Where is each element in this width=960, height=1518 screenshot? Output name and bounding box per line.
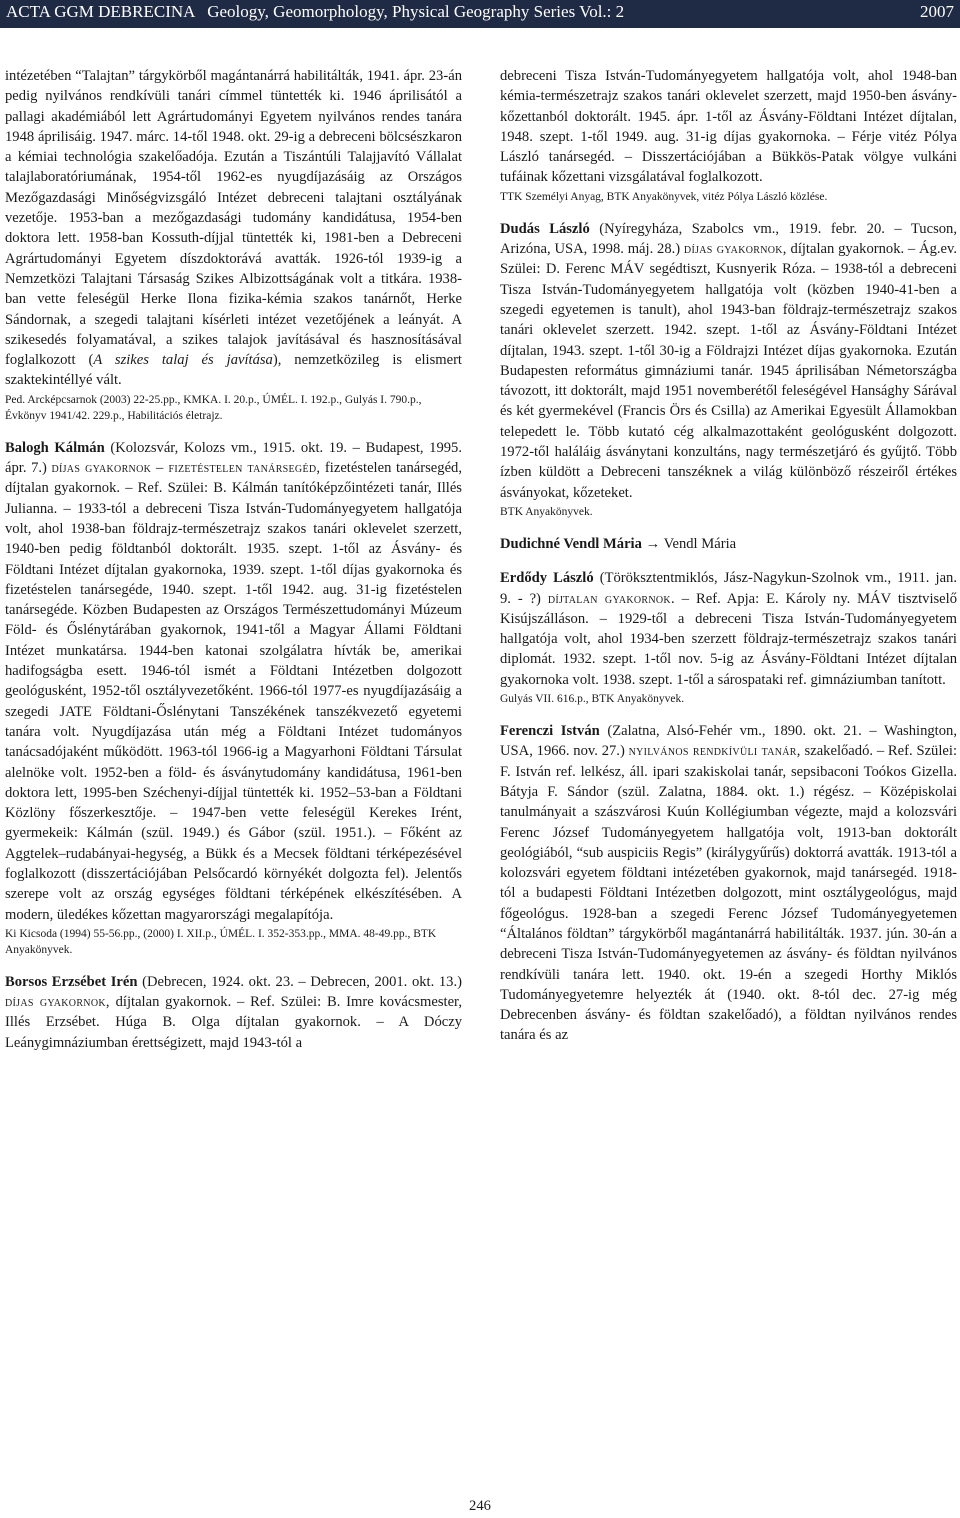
journal-header bbox=[0, 0, 960, 28]
entry-role: díjas gyakornok, bbox=[683, 241, 787, 258]
entry-erdody bbox=[500, 568, 957, 690]
entry-dates: (Töröksztentmiklós, Jász-Nagykun-Szolnok vm., 1911. jan. 9. - ?) bbox=[500, 570, 957, 607]
entry-dates: (Nyíregyháza, Szabolcs vm., 1919. febr. 20. – Tucson, Arizóna, USA, 1998. máj. 28.) bbox=[500, 220, 957, 258]
entry-role: díjas gyakornok, bbox=[5, 994, 110, 1011]
entry-text: ), nemzetközileg is elismert szaktekintéllyé vált. bbox=[5, 352, 462, 389]
entry-name: Borsos Erzsébet Irén bbox=[5, 973, 138, 990]
entry-text: szakelőadó. – Ref. Szülei: F. István ref. lelkész, áll. ipari szakiskolai tanár, sepsibaconi Toókos Gizella. Bátyja F. Sándor (szül. Zalatna, 1884. okt. 1.) régész. – Középiskolai tanulmányait a szászvárosi Kuún Kollégiumban végezte, majd a kolozsvári Ferenc József Tudományegyetem hallgatója volt, 1913-ban doktorált geológiából, “sub auspiciis Regis” (királygyűrűs) doktorrá avatták. 1913-tól a kolozsvári egyetem földtani intézetében gyakornok, majd tanársegéd. 1918-tól a budapesti Földtani Intézetben dolgozott, mint osztálygeológus, majd főgeológus. 1928-ban a szegedi Ferenc József Tudományegyetemen “Általános földtan” tárgykörből magántanárrá habilitálták. 1937. jún. 30-án a debreceni Tisza István-Tudományegyetemen az ásvány- és földtan nyilvános rendkívüli tanára lett. 1940. okt. 19-én a szegedi Horthy Miklós Tudományegyetemre helyezték át (1940. okt. 8-tól dec. 27-ig még Debrecenben ásvány- és földtan szakelőadó), a földtan nyilvános rendes tanára és az bbox=[500, 743, 957, 1044]
entry-dates: (Debrecen, 1924. okt. 23. – Debrecen, 2001. okt. 13.) bbox=[137, 973, 462, 990]
entry-role: nyilvános rendkívüli tanár, bbox=[628, 743, 801, 760]
entry-name: Dudichné Vendl Mária bbox=[500, 535, 642, 552]
cross-reference-target: Vendl Mária bbox=[663, 535, 737, 552]
journal-year: 2007 bbox=[920, 2, 954, 21]
left-column bbox=[5, 66, 462, 1053]
entry-source: Gulyás VII. 616.p., BTK Anyakönyvek. bbox=[500, 693, 685, 706]
entry-name: Balogh Kálmán bbox=[5, 439, 105, 456]
entry-text: intézetében “Talajtan” tárgykörből magántanárrá habilitálták, 1941. ápr. 23-án pedig nyilvános rendkívüli tanári címmel tüntették ki. 1946 áprilisától a pallagi akadémiából lett Agrártudományi Egyetem nyilvános rendes tanára 1948 áprilisáig. 1947. márc. 14-től 1948. okt. 29-ig a debreceni bölcsészkaron a kémiai technológia szakelőadója. Ezután a Tiszántúli Talajjavító Vállalat talajlaboratóriumának, 1954-től 1962-es nyugdíjazásáig az Országos Mezőgazdasági Minőségvizsgáló Intézet debreceni talajtani osztályának vezetője. 1953-ban a mezőgazdasági tudomány kandidátusa, 1954-ben doktora lett. 1958-ban Kossuth-díjjal tüntették ki, 1981-ben a Debreceni Agrártudományi Egyetem díszdoktorává avatták. 1926-tól 1939-ig a Nemzetközi Talajtani Társaság Szikes Albizottságának volt a titkára. 1938-ban vette feleségül Herke Ilona fizika-kémia szakos tanárnőt, Herke Sándornak, a szegedi talajtani kísérleti intézet vezetőjének a leányát. A szikesedés folyamatával, a szikes talajok javításával és hasznosításával foglalkozott ( bbox=[5, 68, 462, 369]
entry-source: BTK Anyakönyvek. bbox=[500, 505, 593, 518]
right-column bbox=[500, 66, 957, 1046]
entry-borsos bbox=[5, 972, 462, 1053]
entry-continuation: debreceni Tisza István-Tudományegyetem hallgatója volt, ahol 1948-ban kémia-természetrajz szakos tanári oklevelet szerzett, majd 1950-ben ásvány-kőzettanból doktorált. 1945. ápr. 1-től az Ásvány-Földtani Intézet díjtalan, 1948. szept. 1-től 1949. aug. 31-ig díjas gyakornoka. – Férje vitéz Pólya László tanársegéd. – Disszertációjában a Bükkös-Patak völgye vulkáni tufáinak kőzettani vizsgálatával foglalkozott. bbox=[500, 68, 957, 186]
entry-role: díjtalan gyakornok. bbox=[547, 590, 675, 607]
entry-source: Ped. Arcképcsarnok (2003) 22-25.pp., KMKA. I. 20.p., ÚMÉL. I. 192.p., Gulyás I. 790.p., Évkönyv 1941/42. 229.p., Habilitációs életrajz. bbox=[5, 393, 422, 422]
entry-source: TTK Személyi Anyag, BTK Anyakönyvek, vitéz Pólya László közlése. bbox=[500, 190, 828, 203]
page-number: 246 bbox=[469, 1498, 491, 1514]
entry-text: díjtalan gyakornok. – Ág.ev. Szülei: D. Ferenc MÁV segédtiszt, Kusnyerik Róza. – 1938-tól a debreceni Tisza István-Tudományegyetem hallgatója volt (közben 1940-41-ben a szegedi egyetemen is tanult), ahol 1943-ban földrajz-természetrajz szakos tanári oklevelet szerzett. 1942. szept. 1-től az Ásvány-Földtani Intézet díjtalan, 1943. szept. 1-től 30-ig a Földrajzi Intézet díjas gyakornoka. Ezután Budapesten református gimnáziumi tanár. 1945 áprilisában Németországba távozott, itt doktorált, majd 1951 novemberétől feleségével Hansághy Sárával és két gyermekével (Francis Örs és Csilla) az Amerikai Egyesült Államokban telepedett le. Több kutató cég alkalmazottaként geológusként dolgozott. 1972-től haláláig ásványtani konzultáns, nagy természetjáró és gyűjtő. Több ízben küldött a Debreceni tanszéknek a világ különböző részeiről értékes ásványokat, kőzeteket. bbox=[500, 241, 957, 501]
entry-dudichne bbox=[500, 534, 957, 554]
entry-text: fizetéstelen tanársegéd, díjtalan gyakornok. – Ref. Szülei: B. Kálmán tanítóképzőintézeti tanár, Illés Julianna. – 1933-tól a debreceni Tisza István-Tudományegyetem hallgatója volt, ahol 1938-ban földrajz-természetrajz szakos tanári oklevelet szerzett, 1940-ben pedig földtanból doktorált. 1935. szept. 1-től az Ásvány- és Földtani Intézet díjtalan gyakornoka, 1939. szept. 1-től díjas gyakornoka és fizetéstelen tanársegéde, 1940. szept. 1-től 1942. aug. 31-ig fizetéstelen tanársegéde. Közben Budapesten az Országos Természettudományi Múzeum Föld- és Őslénytárában gyakornok, 1941-től a Magyar Állami Földtani Intézet munkatársa. 1944-ben katonai szolgálatra hívták be, amerikai hadifogságba esett. 1946-tól ismét a Földtani Intézetben dolgozott geológusként, 1952-től osztályvezetőként. 1966-tól 1977-es nyugdíjazásáig a szegedi JATE Földtani-Őslénytani Tanszékének tanszékvezető egyetemi tanára volt. Nyugdíjazása után még a Földtani Intézet tudományos tanácsadójaként működött. 1963-tól 1966-ig a Magyarhoni Földtani Társulat alelnöke volt. 1952-ben a föld- és ásványtudomány kandidátusa, 1961-ben doktora lett, 1995-ben Széchenyi-díjjal tüntették ki. 1952–53-ban a Földtani Közlöny főszerkesztője. – 1947-ben vette feleségül Kerekes Irént, gyermekeik: Kálmán (szül. 1949.) és Gábor (szül. 1951.). – Főként az Aggtelek–rudabányai-hegység, a Bükk és a Mecsek földtani térképezésével foglalkozott (disszertációjában Pelsőcardó környékét dolgozta fel). Jelentős szerepe volt az ország egységes földtani térképének elkészítésében. A modern, üledékes kőzettan magyarországi megalapítója. bbox=[5, 460, 463, 923]
entry-name: Dudás László bbox=[500, 220, 590, 237]
entry-text: – Ref. Apja: E. Károly ny. MÁV tisztviselő Kisújszálláson. – 1929-től a debreceni Tisza István-Tudományegyetem hallgatója volt, ahol 1934-ben szerzett földrajz-természetrajz szakos tanári diplomát. 1932. szept. 1-től nov. 5-ig az Ásvány-Földtani Intézet díjtalan gyakornoka volt. 1938. szept. 1-től a sárospataki ref. gimnáziumban tanított. bbox=[500, 590, 958, 688]
entry-dudas bbox=[500, 219, 957, 503]
entry-role: díjas gyakornok – fizetéstelen tanársegéd, bbox=[51, 460, 321, 477]
entry-balogh bbox=[5, 438, 462, 925]
entry-dates: (Zalatna, Alsó-Fehér vm., 1890. okt. 21. – Washington, USA, 1966. nov. 27.) bbox=[500, 723, 957, 760]
entry-continuation bbox=[5, 66, 462, 391]
entry-text: díjtalan gyakornok. – Ref. Szülei: B. Imre kovácsmester, Illés Erzsébet. Húga B. Olga díjtalan gyakornok. – A Dóczy Leánygimnáziumban érettségizett, majd 1943-tól a bbox=[5, 994, 462, 1051]
journal-series-title: ACTA GGM DEBRECINA Geology, Geomorphology, Physical Geography Series Vol.: 2 bbox=[6, 2, 625, 21]
entry-dates: (Kolozsvár, Kolozs vm., 1915. okt. 19. – Budapest, 1995. ápr. 7.) bbox=[5, 439, 463, 477]
entry-name: Ferenczi István bbox=[500, 723, 600, 740]
entry-source: Ki Kicsoda (1994) 55-56.pp., (2000) I. XII.p., ÚMÉL. I. 352-353.pp., MMA. 48-49.pp., BTK Anyakönyvek. bbox=[5, 927, 437, 956]
entry-ferenczi bbox=[500, 721, 957, 1046]
cross-reference-arrow: → bbox=[641, 535, 664, 552]
book-title: A szikes talaj és javítása bbox=[93, 352, 273, 369]
entry-name: Erdődy László bbox=[500, 570, 594, 587]
